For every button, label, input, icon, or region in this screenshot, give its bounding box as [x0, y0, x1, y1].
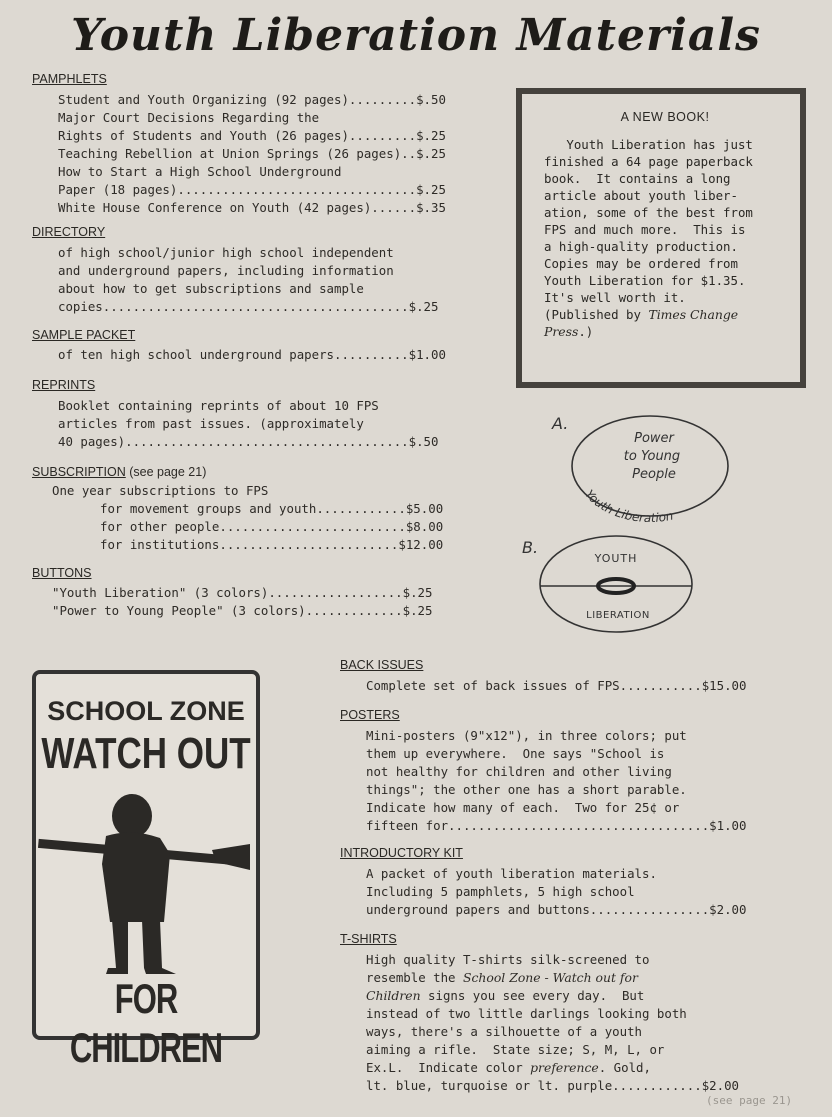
publisher-line: [544, 306, 786, 323]
list-item: Paper (18 pages)................................$.25: [58, 182, 446, 197]
intro-kit-header: INTRODUCTORY KIT: [340, 846, 463, 860]
list-item: for other people.........................$8.00: [100, 519, 444, 534]
reprints-header: REPRINTS: [32, 378, 96, 392]
publisher-line-2: [544, 323, 786, 340]
intro-kit-list: [366, 865, 746, 919]
tshirts-line3-post: signs you see every day. But: [420, 988, 645, 1003]
button-b-bottom: LIBERATION: [586, 610, 650, 621]
button-a-line3: People: [632, 467, 676, 482]
box-line: FPS and much more. This is: [544, 222, 746, 237]
tshirts-header: T-SHIRTS: [340, 932, 397, 946]
list-item: about how to get subscriptions and sample: [58, 281, 364, 296]
subscription-list: [100, 500, 443, 554]
list-item: instead of two little darlings looking both: [366, 1006, 687, 1021]
publisher-name: Times Change: [648, 307, 739, 322]
publisher-suffix: .): [578, 324, 594, 339]
publisher-name-2: Press: [544, 324, 579, 339]
box-line: Youth Liberation has just: [544, 137, 753, 152]
sign-line2: WATCH OUT: [41, 729, 251, 778]
button-b-illustration: [536, 532, 696, 636]
list-item: of ten high school underground papers..........$1.00: [58, 347, 446, 362]
button-a-illustration: [566, 412, 734, 522]
button-a-ring-path: Youth Liberation: [582, 487, 675, 522]
silhouette-left-leg: [106, 920, 128, 974]
list-item: articles from past issues. (approximately: [58, 416, 364, 431]
list-item: of high school/junior high school independent: [58, 245, 394, 260]
list-item: Indicate how many of each. Two for 25¢ or: [366, 800, 680, 815]
list-item: Mini-posters (9"x12"), in three colors; put: [366, 728, 687, 743]
tshirts-list: [366, 951, 739, 1095]
list-item: "Youth Liberation" (3 colors)..................$.25: [52, 585, 433, 600]
publisher-prefix: (Published by: [544, 307, 649, 322]
list-item: [366, 987, 739, 1005]
list-item: not healthy for children and other living: [366, 764, 672, 779]
footer-note: (see page 21): [706, 1094, 793, 1107]
button-b-top: YOUTH: [594, 552, 638, 565]
list-item: White House Conference on Youth (42 pages)......$.35: [58, 200, 446, 215]
list-item: them up everywhere. One says "School is: [366, 746, 665, 761]
list-item: Student and Youth Organizing (92 pages).........$.50: [58, 92, 446, 107]
list-item: Teaching Rebellion at Union Springs (26 pages)..$.25: [58, 146, 446, 161]
sample-packet-list: [58, 346, 446, 364]
posters-list: [366, 727, 746, 835]
tshirts-line2-italic: School Zone - Watch out for: [462, 970, 638, 985]
list-item: How to Start a High School Underground: [58, 164, 342, 179]
button-a-label: A.: [552, 414, 569, 433]
list-item: A packet of youth liberation materials.: [366, 866, 657, 881]
tshirts-line2-pre: resemble the: [366, 970, 463, 985]
buttons-list: [52, 584, 432, 620]
list-item: "Power to Young People" (3 colors).............$.25: [52, 603, 433, 618]
new-book-box: [516, 88, 806, 388]
button-a-line2: to Young: [623, 449, 681, 464]
subscription-intro: One year subscriptions to FPS: [52, 483, 269, 498]
sample-packet-header: SAMPLE PACKET: [32, 328, 136, 342]
list-item: 40 pages)......................................$.50: [58, 434, 439, 449]
sign-line3: FOR CHILDREN: [69, 975, 223, 1072]
box-line: article about youth liber-: [544, 188, 738, 203]
back-issues-list: [366, 677, 746, 695]
list-item: for movement groups and youth............$5.00: [100, 501, 444, 516]
tshirts-line3-italic: Children: [366, 988, 421, 1003]
list-item: Including 5 pamphlets, 5 high school: [366, 884, 635, 899]
list-item: for institutions........................$12.00: [100, 537, 444, 552]
silhouette-rifle-stock: [212, 844, 250, 870]
box-line: Youth Liberation for $1.35.: [544, 273, 746, 288]
silhouette-head: [112, 794, 152, 838]
list-item: Rights of Students and Youth (26 pages).........$.25: [58, 128, 446, 143]
box-line: Copies may be ordered from: [544, 256, 738, 271]
list-item: lt. blue, turquoise or lt. purple............$2.00: [366, 1078, 739, 1093]
school-zone-sign: [32, 670, 260, 1072]
list-item: Booklet containing reprints of about 10 FPS: [58, 398, 379, 413]
tshirts-line7-italic: preference: [530, 1060, 599, 1075]
page-title: Youth Liberation Materials: [71, 10, 761, 61]
list-item: Major Court Decisions Regarding the: [58, 110, 320, 125]
posters-header: POSTERS: [340, 708, 400, 722]
list-item: aiming a rifle. State size; S, M, L, or: [366, 1042, 665, 1057]
buttons-header: BUTTONS: [32, 566, 92, 580]
list-item: things"; the other one has a short parable.: [366, 782, 687, 797]
subscription-header: SUBSCRIPTION: [32, 465, 126, 479]
box-line: finished a 64 page paperback: [544, 154, 753, 169]
list-item: High quality T-shirts silk-screened to: [366, 952, 650, 967]
silhouette-right-leg: [142, 920, 176, 974]
list-item: [366, 1059, 739, 1077]
box-line: a high-quality production.: [544, 239, 738, 254]
silhouette-body: [102, 832, 170, 922]
pamphlets-header: PAMPHLETS: [32, 72, 107, 86]
pamphlets-list: [58, 91, 446, 217]
button-b-label: B.: [522, 538, 539, 557]
button-a-ring-text: [582, 487, 674, 522]
list-item: and underground papers, including information: [58, 263, 394, 278]
list-item: underground papers and buttons................$2.00: [366, 902, 747, 917]
back-issues-header: BACK ISSUES: [340, 658, 424, 672]
new-book-title: A NEW BOOK!: [620, 110, 710, 124]
list-item: fifteen for...................................$1.00: [366, 818, 747, 833]
sign-line1: SCHOOL ZONE: [47, 696, 245, 726]
box-line: book. It contains a long: [544, 171, 731, 186]
directory-header: DIRECTORY: [32, 225, 106, 239]
subscription-note: (see page 21): [125, 465, 207, 479]
list-item: Complete set of back issues of FPS...........$15.00: [366, 678, 747, 693]
tshirts-line7-post: . Gold,: [598, 1060, 651, 1075]
list-item: [366, 969, 739, 987]
youth-rifle-silhouette: [36, 792, 256, 982]
box-line: ation, some of the best from: [544, 205, 753, 220]
box-line: It's well worth it.: [544, 290, 686, 305]
reprints-list: [58, 397, 438, 451]
directory-list: [58, 244, 438, 316]
list-item: ways, there's a silhouette of a youth: [366, 1024, 643, 1039]
tshirts-line7-pre: Ex.L. Indicate color: [366, 1060, 531, 1075]
button-a-line1: Power: [634, 431, 674, 446]
subscription-heading: [32, 463, 206, 481]
list-item: copies.........................................$.25: [58, 299, 439, 314]
